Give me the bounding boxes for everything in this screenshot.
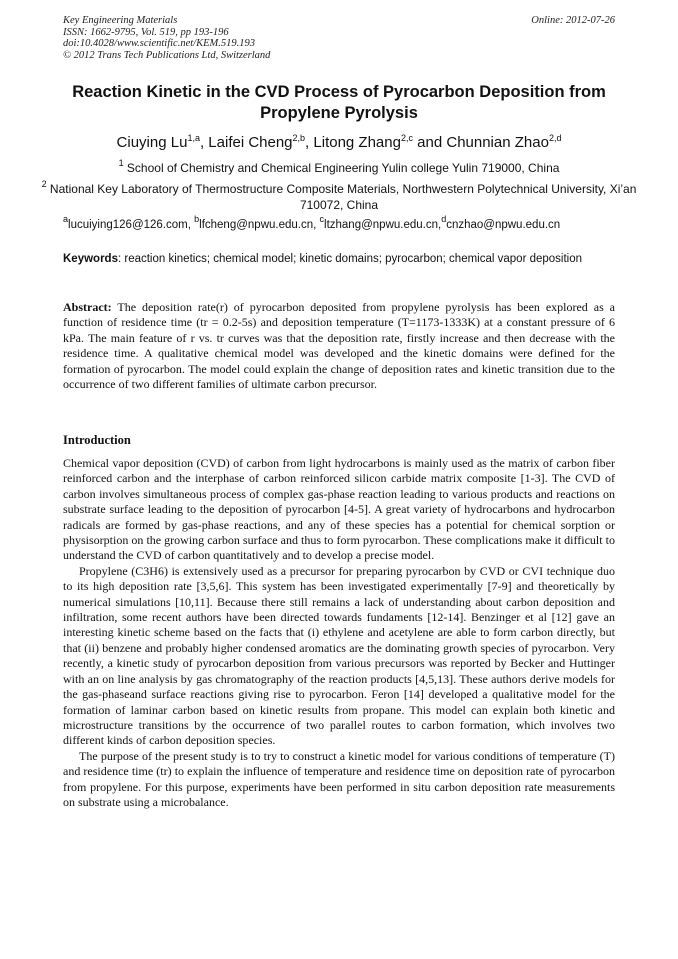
abstract-text: The deposition rate(r) of pyrocarbon deposited from propylene pyrolysis has been explored as a function of residence time (tr = 0.2-5s) and deposition temperature (T=1173-1333K) at a constant pressure of 6 kPa. The main feature of r vs. tr curves was that the deposition rate, firstly increase and then decrease with the residence time. A qualitative chemical model was developed and the kinetic domains were defined for the formation of pyrocarbon. The model could explain the change of deposition rates and kinetic transition due to the occurrence of two different families of ultimate carbon precursor. — [63, 300, 615, 392]
author-name: Ciuying Lu — [116, 134, 188, 151]
paragraph: The purpose of the present study is to try to construct a kinetic model for various conditions of temperature (T) and residence time (tr) to explain the influence of temperature and residence time on deposition rate of pyrocarbon from propylene. For this purpose, experiments have been performed in situ carbon deposition rate measurements on substrate using a microbalance. — [63, 748, 615, 809]
author-list — [40, 133, 638, 153]
author-name: Laifei Cheng — [208, 134, 293, 151]
author-separator: and — [412, 134, 447, 151]
author-separator: , — [199, 134, 209, 151]
email-mark: d — [441, 214, 447, 224]
keywords-label: Keywords — [63, 253, 118, 265]
author-affiliation-mark: 2,c — [400, 133, 413, 143]
journal-doi: doi:10.4028/www.scientific.net/KEM.519.193 — [63, 38, 255, 49]
author-name: Chunnian Zhao — [446, 134, 549, 151]
paragraph: Propylene (C3H6) is extensively used as a precursor for preparing pyrocarbon by CVD or CVI technique duo to its high deposition rate [3,5,6]. This system has been investigated experimentally [7-9] and theoretically by numerical simulations [10,11]. Because there still remains a lack of understanding about carbon deposition and infiltration, some recent authors have been directed towards fundaments [12-14]. Benzinger et al [12] gave an interesting kinetic scheme based on the facts that (i) ethylene and acetylene are able to form carbon directly, but that (ii) benzene and probably higher condensed aromatics are the dominating growth species of pyrocarbon. Very recently, a kinetic study of pyrocarbon deposition from various precursors was reported by Becker and Huttinger with an on line analysis by gas chromatography of the reaction products [4,5,13]. These authors derive models for the gas-phaseand surface reactions giving rise to pyrocarbon. Feron [14] developed a qualitative model for the formation of laminar carbon based on kinetic results from propane. This model can explain both kinetic and microstructure transitions by the occurrence of two parallel routes to carbon formation, which involves two different kinds of carbon deposition species. — [63, 563, 615, 748]
email-link[interactable]: cnzhao@npwu.edu.cn — [446, 219, 561, 231]
affiliation-1 — [40, 160, 638, 176]
journal-issn: ISSN: 1662-9795, Vol. 519, pp 193-196 — [63, 26, 229, 38]
author-affiliation-mark: 2,d — [548, 133, 562, 143]
author-affiliation-mark: 2,b — [292, 133, 306, 143]
author-affiliation-mark: 1,a — [187, 133, 200, 143]
keywords — [63, 253, 615, 266]
email-link[interactable]: lfcheng@npwu.edu.cn, — [199, 219, 320, 231]
journal-copyright: © 2012 Trans Tech Publications Ltd, Switzerland — [63, 49, 271, 61]
author-name: Litong Zhang — [313, 134, 401, 151]
email-list — [63, 214, 623, 233]
journal-name: Key Engineering Materials — [63, 15, 178, 26]
affiliation-2 — [40, 181, 638, 213]
online-date: Online: 2012-07-26 — [531, 15, 615, 26]
abstract-label: Abstract: — [63, 300, 112, 314]
affiliation-text: School of Chemistry and Chemical Engineering Yulin college Yulin 719000, China — [123, 161, 560, 175]
affiliation-text: National Key Laboratory of Thermostructure Composite Materials, Northwestern Polytechnical University, Xi’an 710072, China — [46, 182, 637, 212]
keywords-text: : reaction kinetics; chemical model; kinetic domains; pyrocarbon; chemical vapor deposition — [117, 253, 583, 265]
email-mark: a — [63, 214, 69, 224]
email-link[interactable]: lucuiying126@126.com, — [68, 219, 195, 231]
section-heading-introduction: Introduction — [63, 433, 131, 447]
journal-header — [63, 15, 615, 61]
email-mark: c — [319, 214, 325, 224]
email-mark: b — [194, 214, 200, 224]
introduction-body — [63, 456, 615, 810]
author-separator: , — [305, 134, 314, 151]
email-link[interactable]: ltzhang@npwu.edu.cn, — [324, 219, 442, 231]
affiliation-number: 2 — [41, 179, 47, 189]
paper-title: Reaction Kinetic in the CVD Process of Pyrocarbon Deposition from Propylene Pyrolysis — [72, 83, 606, 122]
affiliation-number: 1 — [118, 158, 124, 168]
paragraph: Chemical vapor deposition (CVD) of carbon from light hydrocarbons is mainly used as the matrix of carbon fiber reinforced carbon and the interphase of carbon reinforced silicon carbide matrix composite [1-3]. The CVD of carbon involves simultaneous process of complex gas-phase reaction leading to various products and reactions on substrate surface leading to the deposition of pyrocarbon [4-5]. A great variety of hydrocarbons and hydrocarbon radicals are formed by gas-phase reactions, and any of these species has a potential for chemical sorption or physisorption on the growing carbon surface and thus to form pyrocarbon. These complications make it difficult to understand the CVD of carbon quantitatively and to develop a precise model. — [63, 456, 615, 563]
abstract — [63, 300, 615, 392]
